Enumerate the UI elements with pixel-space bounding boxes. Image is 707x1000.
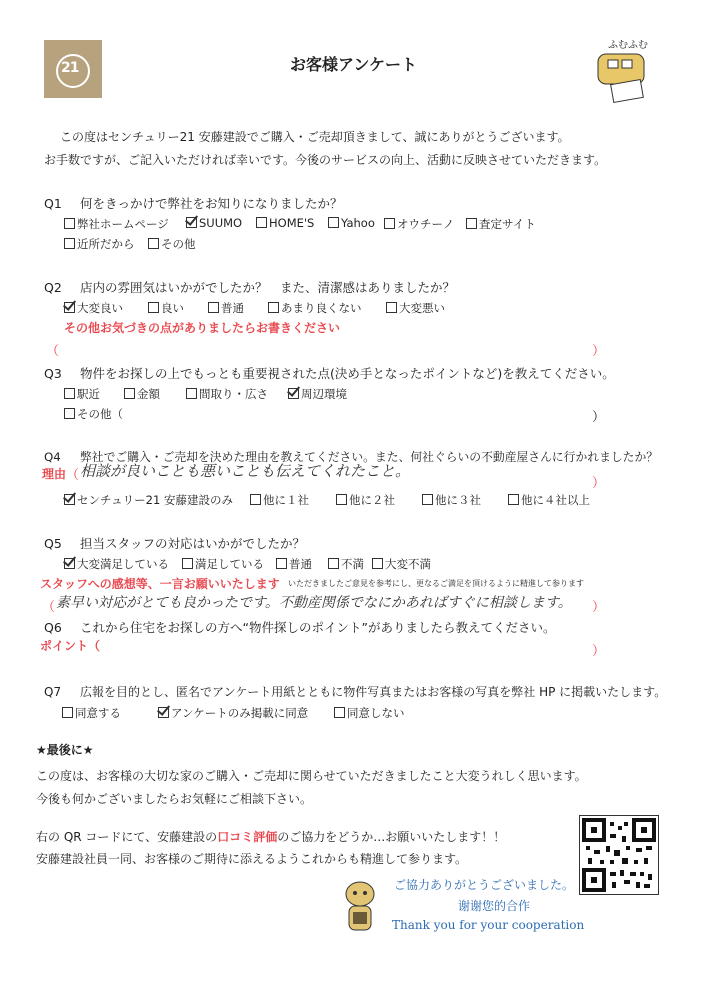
q5-option-very-dissatisfied[interactable]: 大変不満	[372, 556, 431, 572]
checkbox-checked-icon	[64, 558, 75, 569]
q4-paren-close: ）	[592, 476, 606, 491]
mascot-caption: ふむふむ	[608, 40, 648, 51]
checkbox-icon	[334, 707, 345, 718]
q4-reason-label: 理由	[42, 467, 67, 481]
checkbox-icon	[386, 302, 397, 313]
q1-option-nearby[interactable]: 近所だから	[64, 236, 135, 252]
q1-option-yahoo[interactable]: Yahoo	[328, 216, 375, 230]
checkbox-icon	[208, 302, 219, 313]
q5-text: 担当スタッフの対応はいかがでしたか？	[80, 536, 306, 551]
q2-option-not-good[interactable]: あまり良くない	[268, 300, 362, 316]
checkbox-icon	[62, 707, 73, 718]
checkbox-icon	[372, 558, 383, 569]
q5-number: Q5	[44, 536, 62, 551]
q1-option-satei[interactable]: 査定サイト	[466, 216, 536, 232]
q3-number: Q3	[44, 366, 62, 381]
q5-option-satisfied[interactable]: 満足している	[182, 556, 264, 572]
q1-option-suumo[interactable]: SUUMO	[186, 216, 242, 230]
q6-point-label: ポイント（	[40, 639, 101, 653]
q2-paren-close: ）	[592, 344, 606, 359]
q7-option-agree[interactable]: 同意する	[62, 705, 121, 721]
q5-paren-open: （	[42, 600, 56, 615]
thanks-chinese: 谢谢您的合作	[458, 899, 531, 913]
closing-line-1: この度は、お客様の大切な家のご購入・ご売却に関らせていただきましたこと大変うれしく思います。	[36, 769, 587, 783]
q3-option-other[interactable]: その他（	[64, 406, 123, 422]
q2-comment-prompt: その他お気づきの点がありましたらお書きください	[64, 321, 341, 335]
qr-request-line: 右の QR コードにて、安藤建設の口コミ評価のご協力をどうか…お願いいたします！！	[36, 830, 506, 844]
q5-comment-answer[interactable]: 素早い対応がとても良かったです。不動産関係でなにかあればすぐに相談します。	[56, 595, 572, 611]
checkbox-icon	[64, 408, 75, 419]
q5-comment-prompt: スタッフへの感想等、一言お願いいたします	[40, 577, 280, 591]
review-highlight: 口コミ評価	[217, 830, 278, 844]
q1-number: Q1	[44, 196, 62, 211]
qr-code-icon	[580, 816, 658, 894]
page-title: お客様アンケート	[289, 55, 418, 74]
checkbox-icon	[268, 302, 279, 313]
q3-text: 物件をお探しの上でもっとも重要視された点(決め手となったポイントなど)を教えてください。	[80, 366, 615, 381]
intro-line-2: お手数ですが、ご記入いただければ幸いです。今後のサービスの向上、活動に反映させていただきます。	[44, 153, 607, 167]
checkbox-checked-icon	[186, 217, 197, 228]
checkbox-checked-icon	[64, 494, 75, 505]
q6-number: Q6	[44, 620, 62, 635]
q3-option-layout[interactable]: 間取り・広さ	[186, 386, 268, 402]
q4-text: 弊社でご購入・ご売却を決めた理由を教えてください。また、何社ぐらいの不動産屋さんに行かれましたか？	[80, 450, 659, 464]
q7-question	[44, 683, 666, 700]
staff-line: 安藤建設社員一同、お客様のご期待に添えるようこれからも精進して参ります。	[36, 852, 468, 866]
q3-option-station[interactable]: 駅近	[64, 386, 100, 402]
q3-option-price[interactable]: 金額	[124, 386, 160, 402]
q2-question	[44, 278, 455, 296]
q2-text: 店内の雰囲気はいかがでしたか？ また、清潔感はありましたか？	[80, 280, 456, 295]
q7-number: Q7	[44, 685, 62, 699]
q3-paren-close: ）	[592, 410, 606, 425]
q7-option-disagree[interactable]: 同意しない	[334, 705, 405, 721]
logo-number: 21	[61, 60, 79, 76]
q5-paren-close: ）	[592, 600, 606, 615]
q4-option-1-other[interactable]: 他に１社	[250, 492, 309, 508]
q2-option-very-bad[interactable]: 大変悪い	[386, 300, 445, 316]
q1-option-homepage[interactable]: 弊社ホームページ	[64, 216, 169, 232]
q2-comment-field[interactable]	[44, 338, 604, 356]
closing-line-2: 今後も何かございましたらお気軽にご相談下さい。	[36, 792, 313, 806]
checkbox-icon	[384, 218, 395, 229]
q5-option-normal[interactable]: 普通	[276, 556, 312, 572]
checkbox-icon	[466, 218, 477, 229]
checkbox-icon	[186, 388, 197, 399]
q4-option-3-other[interactable]: 他に３社	[422, 492, 481, 508]
thanks-japanese: ご協力ありがとうございました。	[394, 878, 575, 892]
q4-option-only-ando[interactable]: センチュリー21 安藤建設のみ	[64, 492, 233, 508]
q4-number: Q4	[44, 450, 61, 464]
checkbox-icon	[508, 494, 519, 505]
q3-option-environment[interactable]: 周辺環境	[288, 386, 347, 402]
checkbox-icon	[276, 558, 287, 569]
checkbox-icon	[124, 388, 135, 399]
checkbox-icon	[64, 388, 75, 399]
q1-text: 何をきっかけで弊社をお知りになりましたか？	[80, 196, 343, 211]
intro-line-1: この度はセンチュリー21 安藤建設でご購入・ご売却頂きまして、誠にありがとうございます。	[60, 130, 570, 144]
q1-question	[44, 194, 343, 212]
q4-option-4plus-other[interactable]: 他に４社以上	[508, 492, 590, 508]
q4-paren-open: （	[66, 468, 80, 483]
checkbox-icon	[64, 218, 75, 229]
q1-option-ouchino[interactable]: オウチーノ	[384, 216, 454, 232]
q7-option-survey-only[interactable]: アンケートのみ掲載に同意	[158, 705, 308, 721]
dog-icon	[337, 878, 383, 938]
q2-option-very-good[interactable]: 大変良い	[64, 300, 123, 316]
q6-text: これから住宅をお探しの方へ“物件探しのポイント”がありましたら教えてください。	[80, 620, 556, 635]
closing-heading: ★最後に★	[36, 743, 94, 757]
q2-paren-open: （	[46, 344, 60, 359]
q5-option-very-satisfied[interactable]: 大変満足している	[64, 556, 169, 572]
checkbox-icon	[148, 302, 159, 313]
checkbox-icon	[148, 238, 159, 249]
checkbox-icon	[336, 494, 347, 505]
thanks-english: Thank you for your cooperation	[392, 918, 585, 932]
q5-option-dissatisfied[interactable]: 不満	[328, 556, 364, 572]
q5-question	[44, 534, 305, 552]
checkbox-icon	[256, 217, 267, 228]
q2-option-good[interactable]: 良い	[148, 300, 184, 316]
q1-option-homes[interactable]: HOME'S	[256, 216, 314, 230]
checkbox-icon	[64, 238, 75, 249]
q6-point-field[interactable]	[110, 636, 590, 654]
checkbox-icon	[422, 494, 433, 505]
mascot-illustration	[588, 36, 662, 106]
q2-option-normal[interactable]: 普通	[208, 300, 244, 316]
q5-reply-note: いただきましたご意見を参考にし、更なるご満足を頂けるように精進して参ります	[288, 579, 584, 588]
q7-text: 広報を目的とし、匿名でアンケート用紙とともに物件写真またはお客様の写真を弊社 HP に掲載いたします。	[80, 685, 667, 699]
checkbox-icon	[328, 217, 339, 228]
checkbox-checked-icon	[64, 302, 75, 313]
qr-code[interactable]	[579, 815, 659, 895]
checkbox-icon	[182, 558, 193, 569]
q1-option-other[interactable]: その他	[148, 236, 196, 252]
q3-question	[44, 364, 615, 382]
checkbox-checked-icon	[288, 388, 299, 399]
q2-number: Q2	[44, 280, 62, 295]
q4-reason-answer[interactable]: 相談が良いことも悪いことも伝えてくれたこと。	[80, 462, 411, 480]
mascot-dog-illustration	[337, 878, 383, 938]
checkbox-checked-icon	[158, 707, 169, 718]
checkbox-icon	[328, 558, 339, 569]
q6-paren-close: ）	[592, 644, 606, 659]
q6-question	[44, 618, 555, 636]
q4-option-2-other[interactable]: 他に２社	[336, 492, 395, 508]
checkbox-icon	[250, 494, 261, 505]
